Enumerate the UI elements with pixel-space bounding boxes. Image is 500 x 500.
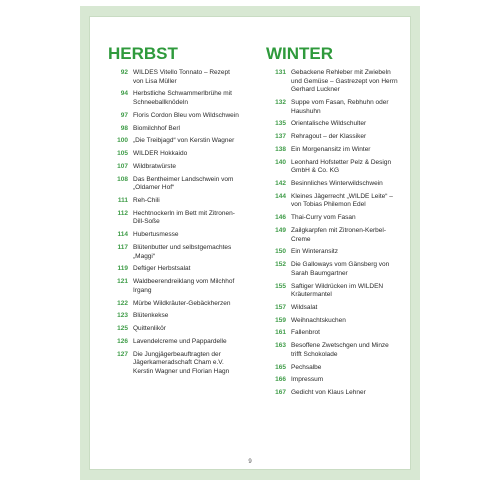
toc-page-number: 111 xyxy=(117,197,128,205)
toc-page-number: 165 xyxy=(275,363,286,371)
toc-page-number: 92 xyxy=(120,69,128,76)
toc-page-number: 117 xyxy=(117,243,128,251)
toc-page-number: 166 xyxy=(275,376,286,384)
toc-entry-title: Ein Winteransitz xyxy=(291,248,338,256)
toc-entry xyxy=(108,231,240,240)
toc-entry xyxy=(108,137,240,146)
toc-entry-title: Mürbe Wildkräuter-Gebäckherzen xyxy=(133,299,231,307)
toc-list-herbst xyxy=(108,69,240,376)
toc-entry-title: Ein Morgenansitz im Winter xyxy=(291,145,371,153)
toc-page-number: 152 xyxy=(275,261,286,269)
toc-entry-title: Quittenlikör xyxy=(133,325,166,333)
toc-page-number: 132 xyxy=(275,98,286,106)
toc-entry-title: Zailgkarpfen mit Zitronen-Kerbel-Creme xyxy=(291,227,387,243)
toc-entry xyxy=(266,227,398,244)
toc-page-number: 105 xyxy=(117,150,128,158)
toc-entry-title: Biomilchhof Berl xyxy=(133,124,180,132)
toc-entry xyxy=(108,312,240,321)
toc-page-number: 155 xyxy=(275,282,286,290)
toc-entry xyxy=(266,261,398,278)
section-heading-herbst: HERBST xyxy=(108,44,178,63)
toc-entry-title: Saftiger Wildrücken im WILDEN Kräutermantel xyxy=(291,282,384,299)
toc-entry-title: Das Bentheimer Landschwein vom „Oldamer Hof“ xyxy=(133,175,234,192)
toc-page-number: 122 xyxy=(117,299,128,307)
toc-entry xyxy=(266,304,398,313)
toc-entry-title: Suppe vom Fasan, Rebhuhn oder Haushuhn xyxy=(291,98,389,115)
toc-entry-title: Blütenkekse xyxy=(133,312,169,320)
toc-entry-title: WILDER Hokkaido xyxy=(133,150,188,158)
page-frame xyxy=(80,6,420,480)
toc-page-number: 123 xyxy=(117,312,128,320)
toc-entry-title: Impressum xyxy=(291,376,324,384)
toc-entry xyxy=(108,325,240,334)
toc-page-number: 146 xyxy=(275,214,286,222)
toc-page-number: 108 xyxy=(117,175,128,183)
toc-entry-title: Pechsalbe xyxy=(291,363,322,371)
page-number: 9 xyxy=(248,459,252,465)
toc-entry-title: Thai-Curry vom Fasan xyxy=(291,214,356,222)
toc-entry-title: Hubertusmesse xyxy=(133,231,179,239)
toc-page-number: 163 xyxy=(275,342,286,350)
toc-page-number: 140 xyxy=(275,158,286,166)
toc-page-number: 112 xyxy=(117,209,128,217)
toc-entry xyxy=(108,112,240,121)
toc-entry xyxy=(108,150,240,159)
toc-page-number: 144 xyxy=(275,192,286,200)
toc-page-number: 126 xyxy=(117,337,128,345)
toc-entry-title: Hechtnockerln im Bett mit Zitronen-Dill-Soße xyxy=(133,209,235,226)
toc-entry-title: Rehragout – der Klassiker xyxy=(291,133,367,141)
toc-entry-title: Wildsalat xyxy=(291,303,318,311)
toc-entry xyxy=(108,197,240,206)
toc-entry-title: Die Jungjägerbeauftragten der Jägerkameradschaft Cham e.V. Kerstin Wagner und Florian Hagn xyxy=(133,350,230,375)
toc-entry-title: Besinnliches Winterwildschwein xyxy=(291,180,383,188)
toc-entry-title: Lavendelcreme und Pappardelle xyxy=(133,337,227,345)
toc-entry xyxy=(266,180,398,189)
toc-entry xyxy=(108,278,240,295)
toc-entry xyxy=(108,176,240,193)
toc-entry xyxy=(266,317,398,326)
toc-page-number: 100 xyxy=(117,137,128,145)
toc-entry xyxy=(108,163,240,172)
toc-entry xyxy=(266,146,398,155)
toc-page-number: 125 xyxy=(117,325,128,333)
toc-entry xyxy=(266,193,398,210)
toc-entry xyxy=(108,210,240,227)
toc-entry xyxy=(108,351,240,377)
toc-entry-title: Leonhard Hofstetter Pelz & Design GmbH & Co. KG xyxy=(291,158,392,175)
toc-list-winter xyxy=(266,69,398,398)
toc-page-number: 98 xyxy=(120,124,128,132)
toc-entry-title: Floris Cordon Bleu vom Wildschwein xyxy=(133,111,239,119)
toc-page-number: 149 xyxy=(275,227,286,234)
toc-page-number: 167 xyxy=(275,389,286,397)
toc-entry-title: Herbstliche Schwammerlbrühe mit Schneeballknödeln xyxy=(133,90,232,106)
toc-page-number: 127 xyxy=(117,350,128,358)
toc-column-herbst xyxy=(108,45,240,381)
toc-page-number: 138 xyxy=(275,145,286,153)
toc-entry xyxy=(108,265,240,274)
toc-page-number: 107 xyxy=(117,162,128,170)
toc-entry xyxy=(266,376,398,385)
toc-entry xyxy=(108,300,240,309)
toc-entry-title: Reh-Chili xyxy=(133,197,160,205)
toc-entry-title: Gedicht von Klaus Lehner xyxy=(291,389,366,397)
toc-page-number: 114 xyxy=(117,231,128,239)
toc-entry-title: Blütenbutter und selbstgemachtes „Maggi“ xyxy=(133,243,232,260)
toc-page-number: 161 xyxy=(275,329,286,337)
toc-entry-title: Waldbeerendreiklang vom Milchhof Irgang xyxy=(133,278,235,294)
toc-entry-title: Deftiger Herbstsalat xyxy=(133,265,191,273)
toc-entry xyxy=(266,120,398,129)
toc-page-number: 121 xyxy=(117,278,128,286)
toc-page-number: 159 xyxy=(275,316,286,324)
toc-entry xyxy=(266,248,398,257)
toc-entry-title: „Die Treibjagd“ von Kerstin Wagner xyxy=(133,137,235,145)
toc-entry-title: Die Galloways vom Gänsberg von Sarah Baumgartner xyxy=(291,261,390,277)
toc-entry xyxy=(266,69,398,95)
document-page xyxy=(89,16,411,470)
toc-page-number: 97 xyxy=(120,111,128,119)
toc-column-winter xyxy=(266,45,398,402)
toc-entry-title: WILDES Vitello Tonnato – Rezept von Lisa Müller xyxy=(133,69,230,85)
toc-entry xyxy=(108,90,240,107)
toc-page-number: 150 xyxy=(275,248,286,256)
toc-entry xyxy=(266,364,398,373)
toc-entry xyxy=(266,342,398,359)
toc-page-number: 119 xyxy=(117,265,128,273)
toc-page-number: 157 xyxy=(275,303,286,311)
toc-page-number: 142 xyxy=(275,180,286,188)
toc-page-number: 94 xyxy=(120,90,128,98)
toc-entry xyxy=(108,338,240,347)
toc-entry-title: Weihnachtskuchen xyxy=(291,316,346,324)
toc-entry-title: Orientalische Wildschulter xyxy=(291,120,367,128)
toc-entry xyxy=(266,159,398,176)
toc-page-number: 135 xyxy=(275,120,286,128)
toc-entry-title: Besoffene Zwetschgen und Minze trifft Schokolade xyxy=(291,342,389,358)
toc-entry xyxy=(266,99,398,116)
toc-entry-title: Kleines Jägerrecht „WILDE Leite“ – von Tobias Philemon Edel xyxy=(291,192,393,209)
toc-page-number: 137 xyxy=(275,133,286,141)
toc-entry xyxy=(266,283,398,300)
toc-entry xyxy=(108,69,240,86)
toc-entry-title: Fallenbrot xyxy=(291,329,320,337)
toc-entry xyxy=(266,329,398,338)
toc-page-number: 131 xyxy=(275,69,286,76)
toc-entry-title: Gebackene Rehleber mit Zwiebeln und Gemüse – Gastrezept von Herrn Gerhard Luckner xyxy=(291,69,398,94)
section-heading-winter: WINTER xyxy=(266,44,334,63)
toc-entry xyxy=(266,133,398,142)
toc-entry xyxy=(266,389,398,398)
toc-entry xyxy=(108,125,240,134)
toc-entry xyxy=(266,214,398,223)
toc-entry xyxy=(108,244,240,261)
toc-entry-title: Wildbratwürste xyxy=(133,162,176,170)
